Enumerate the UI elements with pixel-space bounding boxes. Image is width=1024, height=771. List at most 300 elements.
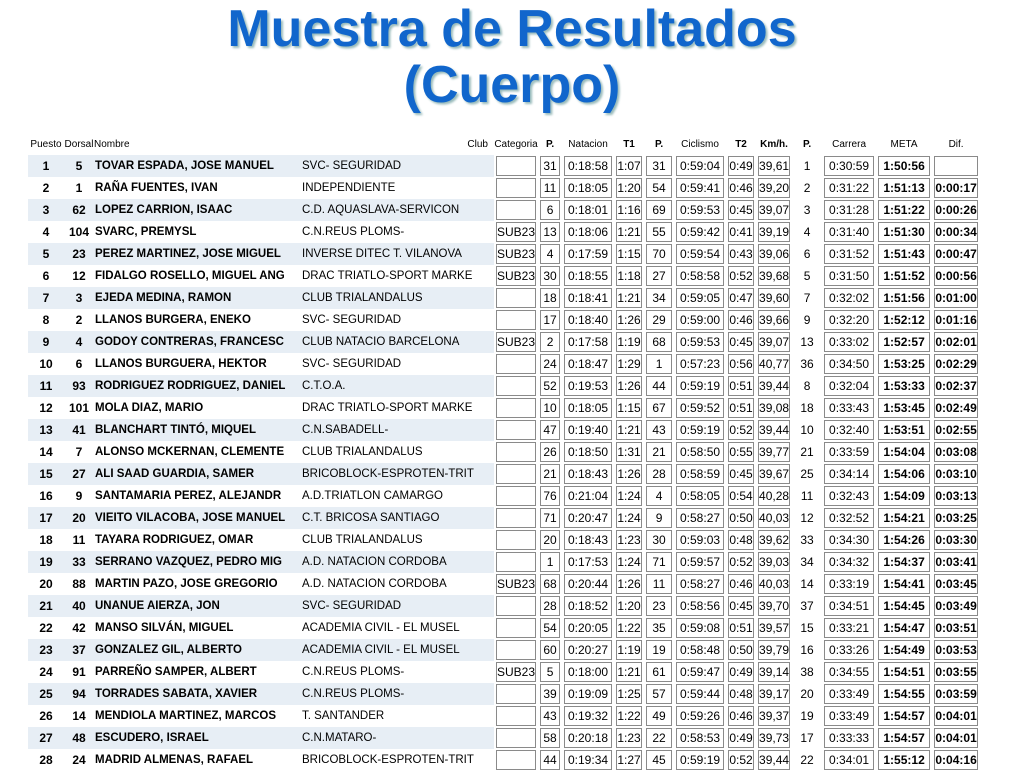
cell-nat [562, 155, 614, 177]
table-row [28, 639, 980, 661]
cell-t1 [614, 639, 644, 661]
cell-nat-value: 0:18:58 [564, 156, 612, 176]
cell-t1 [614, 243, 644, 265]
cell-t1-value: 1:26 [616, 310, 642, 330]
cell-club: CLUB TRIALANDALUS [302, 534, 423, 546]
cell-meta-value: 1:51:13 [878, 178, 930, 198]
cell-meta [876, 287, 932, 309]
cell-puesto-value: 8 [42, 313, 50, 327]
cell-club: SVC- SEGURIDAD [302, 358, 402, 370]
cell-club: T. SANTANDER [302, 710, 385, 722]
cell-kmh [756, 375, 792, 397]
cell-kmh-value: 39,79 [758, 640, 790, 660]
cell-p1-value: 20 [540, 530, 560, 550]
cell-t1-value: 1:15 [616, 244, 642, 264]
cell-dorsal-value: 7 [75, 445, 83, 459]
cell-dif-value [934, 156, 978, 176]
cell-dif [932, 287, 980, 309]
cell-p2-value: 23 [646, 596, 672, 616]
cell-p3 [792, 639, 822, 661]
cell-club: INDEPENDIENTE [302, 182, 396, 194]
cell-cic-value: 0:59:53 [676, 200, 724, 220]
table-row [28, 199, 980, 221]
cell-kmh-value: 39,60 [758, 288, 790, 308]
table-row [28, 507, 980, 529]
cell-puesto-value: 5 [42, 247, 50, 261]
cell-car [822, 331, 876, 353]
cell-meta [876, 243, 932, 265]
cell-t2-value: 0:55 [728, 442, 754, 462]
cell-puesto [28, 265, 64, 287]
cell-kmh-value: 39,62 [758, 530, 790, 550]
cell-cat-value [496, 442, 536, 462]
cell-kmh-value: 39,17 [758, 684, 790, 704]
cell-p1-value: 2 [540, 332, 560, 352]
cell-t2 [726, 705, 756, 727]
cell-cat-value [496, 530, 536, 550]
cell-dif [932, 639, 980, 661]
cell-p2-value: 27 [646, 266, 672, 286]
cell-meta-value: 1:51:52 [878, 266, 930, 286]
cell-kmh [756, 155, 792, 177]
table-row [28, 353, 980, 375]
cell-kmh-value: 39,37 [758, 706, 790, 726]
cell-p3-value: 21 [800, 445, 814, 459]
cell-car [822, 485, 876, 507]
cell-nat-value: 0:19:40 [564, 420, 612, 440]
cell-puesto-value: 2 [42, 181, 50, 195]
cell-meta-value: 1:54:47 [878, 618, 930, 638]
cell-car [822, 177, 876, 199]
cell-p3-value: 33 [800, 533, 814, 547]
cell-kmh-value: 39,06 [758, 244, 790, 264]
cell-dorsal-value: 62 [72, 203, 86, 217]
cell-puesto [28, 485, 64, 507]
cell-dorsal [64, 221, 94, 243]
cell-cat [494, 221, 538, 243]
cell-nat-value: 0:18:47 [564, 354, 612, 374]
cell-nat [562, 595, 614, 617]
cell-p1 [538, 485, 562, 507]
cell-t2 [726, 727, 756, 749]
cell-car-value: 0:34:51 [824, 596, 874, 616]
cell-p2 [644, 353, 674, 375]
cell-puesto-value: 17 [39, 511, 53, 525]
cell-t2 [726, 375, 756, 397]
cell-dorsal-value: 41 [72, 423, 86, 437]
cell-p3 [792, 375, 822, 397]
cell-dif [932, 683, 980, 705]
cell-meta [876, 331, 932, 353]
cell-kmh [756, 595, 792, 617]
cell-nat-value: 0:18:40 [564, 310, 612, 330]
cell-p1-value: 1 [540, 552, 560, 572]
results-table [28, 133, 980, 771]
cell-cic [674, 199, 726, 221]
cell-dorsal [64, 661, 94, 683]
cell-dorsal-value: 24 [72, 753, 86, 767]
cell-car-value: 0:33:33 [824, 728, 874, 748]
cell-cat [494, 617, 538, 639]
cell-p1 [538, 639, 562, 661]
cell-kmh-value: 39,61 [758, 156, 790, 176]
cell-dorsal [64, 243, 94, 265]
cell-cic-value: 0:58:05 [676, 486, 724, 506]
cell-p3 [792, 309, 822, 331]
col-p1-header: P. [545, 138, 555, 150]
cell-puesto [28, 155, 64, 177]
cell-cic-value: 0:59:53 [676, 332, 724, 352]
cell-nat-value: 0:18:55 [564, 266, 612, 286]
cell-dorsal-value: 94 [72, 687, 86, 701]
cell-p3-value: 19 [800, 709, 814, 723]
cell-kmh [756, 661, 792, 683]
cell-p2-value: 11 [646, 574, 672, 594]
cell-p2-value: 43 [646, 420, 672, 440]
cell-meta-value: 1:54:49 [878, 640, 930, 660]
cell-nombre: TOVAR ESPADA, JOSE MANUEL [94, 155, 300, 177]
cell-t2 [726, 155, 756, 177]
cell-nombre: GODOY CONTRERAS, FRANCESC [94, 331, 300, 353]
cell-t2 [726, 573, 756, 595]
cell-car-value: 0:31:22 [824, 178, 874, 198]
cell-car [822, 199, 876, 221]
col-dorsal-header: Dorsal [64, 138, 94, 150]
cell-puesto-value: 7 [42, 291, 50, 305]
cell-nat-value: 0:20:47 [564, 508, 612, 528]
table-row [28, 485, 980, 507]
cell-puesto [28, 375, 64, 397]
cell-meta [876, 507, 932, 529]
cell-nombre: ALONSO MCKERNAN, CLEMENTE [95, 446, 285, 458]
col-ciclismo-header: Ciclismo [681, 138, 719, 150]
cell-puesto-value: 19 [39, 555, 53, 569]
cell-p2-value: 55 [646, 222, 672, 242]
cell-meta [876, 639, 932, 661]
col-club-header: Club [467, 138, 488, 150]
cell-p2-value: 69 [646, 200, 672, 220]
col-kmh-header: Km/h. [760, 138, 788, 150]
cell-kmh-value: 39,68 [758, 266, 790, 286]
cell-meta [876, 573, 932, 595]
cell-car-value: 0:33:49 [824, 706, 874, 726]
cell-p1 [538, 551, 562, 573]
cell-dorsal [64, 551, 94, 573]
cell-p3 [792, 353, 822, 375]
cell-cic [674, 221, 726, 243]
cell-meta [876, 419, 932, 441]
cell-nombre: TAYARA RODRIGUEZ, OMAR [95, 534, 254, 546]
table-row [28, 177, 980, 199]
cell-meta [876, 221, 932, 243]
cell-cic-value: 0:58:59 [676, 464, 724, 484]
cell-nat-value: 0:18:06 [564, 222, 612, 242]
cell-car-value: 0:32:52 [824, 508, 874, 528]
cell-meta [876, 155, 932, 177]
cell-p1-value: 58 [540, 728, 560, 748]
cell-p3-value: 18 [800, 401, 814, 415]
cell-dif [932, 551, 980, 573]
cell-puesto [28, 353, 64, 375]
cell-cic [674, 705, 726, 727]
cell-dif-value: 0:04:16 [934, 750, 978, 770]
cell-t2-value: 0:52 [728, 750, 754, 770]
cell-car-value: 0:33:49 [824, 684, 874, 704]
table-row [28, 661, 980, 683]
cell-cic [674, 639, 726, 661]
cell-p2-value: 49 [646, 706, 672, 726]
cell-car [822, 551, 876, 573]
cell-cic [674, 551, 726, 573]
cell-dorsal-value: 4 [75, 335, 83, 349]
cell-car-value: 0:31:40 [824, 222, 874, 242]
cell-p1 [538, 727, 562, 749]
cell-cic-value: 0:59:57 [676, 552, 724, 572]
cell-cat-value [496, 376, 536, 396]
cell-p3 [792, 463, 822, 485]
cell-t2-value: 0:43 [728, 244, 754, 264]
cell-nombre: FIDALGO ROSELLO, MIGUEL ANG [95, 270, 285, 282]
col-meta-header: META [890, 138, 918, 150]
cell-p2 [644, 683, 674, 705]
cell-dif-value: 0:02:55 [934, 420, 978, 440]
cell-p2 [644, 507, 674, 529]
cell-nombre: SVARC, PREMYSL [95, 226, 197, 238]
cell-dorsal [64, 287, 94, 309]
cell-p3-value: 5 [803, 269, 811, 283]
cell-p2 [644, 309, 674, 331]
cell-cic-value: 0:59:19 [676, 420, 724, 440]
cell-p1 [538, 507, 562, 529]
cell-cic-value: 0:59:42 [676, 222, 724, 242]
cell-cic-value: 0:59:04 [676, 156, 724, 176]
cell-p2-value: 45 [646, 750, 672, 770]
col-t1-header: T1 [623, 138, 635, 150]
cell-car [822, 441, 876, 463]
cell-nat-value: 0:19:32 [564, 706, 612, 726]
cell-p3 [792, 221, 822, 243]
cell-kmh [756, 397, 792, 419]
cell-p3-value: 15 [800, 621, 814, 635]
cell-p1-value: 18 [540, 288, 560, 308]
cell-cat-value: SUB23 [496, 244, 536, 264]
cell-dif-value: 0:04:01 [934, 706, 978, 726]
cell-cic-value: 0:59:41 [676, 178, 724, 198]
cell-t2 [726, 221, 756, 243]
cell-p2-value: 67 [646, 398, 672, 418]
cell-puesto [28, 221, 64, 243]
cell-cat-value [496, 596, 536, 616]
table-row [28, 155, 980, 177]
cell-p1 [538, 287, 562, 309]
cell-car [822, 529, 876, 551]
cell-dorsal-value: 42 [72, 621, 86, 635]
cell-club: C.D. AQUASLAVA-SERVICON [300, 199, 494, 221]
cell-meta-value: 1:54:55 [878, 684, 930, 704]
cell-cat [494, 573, 538, 595]
cell-cat-value [496, 156, 536, 176]
cell-p1-value: 39 [540, 684, 560, 704]
cell-cat-value [496, 684, 536, 704]
cell-p3-value: 14 [800, 577, 814, 591]
cell-dif-value: 0:02:29 [934, 354, 978, 374]
cell-p2 [644, 463, 674, 485]
cell-meta-value: 1:51:30 [878, 222, 930, 242]
cell-puesto-value: 15 [39, 467, 53, 481]
cell-nat-value: 0:18:43 [564, 530, 612, 550]
cell-t1-value: 1:27 [616, 750, 642, 770]
col-categoria-header: Categoria [494, 138, 538, 150]
cell-dorsal-value: 91 [72, 665, 86, 679]
cell-car [822, 419, 876, 441]
cell-dorsal-value: 101 [68, 401, 90, 415]
cell-kmh-value: 39,03 [758, 552, 790, 572]
cell-cic [674, 683, 726, 705]
cell-p2 [644, 375, 674, 397]
table-row [28, 705, 980, 727]
cell-cat-value [496, 420, 536, 440]
cell-club: CLUB TRIALANDALUS [300, 287, 494, 309]
cell-nat [562, 331, 614, 353]
cell-meta [876, 551, 932, 573]
cell-t1-value: 1:23 [616, 530, 642, 550]
cell-p3-value: 37 [800, 599, 814, 613]
cell-p1 [538, 221, 562, 243]
cell-dif [932, 397, 980, 419]
cell-dorsal [64, 727, 94, 749]
cell-club: A.D. NATACION CORDOBA [302, 578, 447, 590]
cell-kmh [756, 177, 792, 199]
cell-p2-value: 30 [646, 530, 672, 550]
cell-meta-value: 1:54:09 [878, 486, 930, 506]
cell-nat [562, 441, 614, 463]
cell-meta-value: 1:54:06 [878, 464, 930, 484]
cell-p2 [644, 595, 674, 617]
cell-club: A.D.TRIATLON CAMARGO [302, 490, 443, 502]
cell-cat [494, 705, 538, 727]
cell-cic-value: 0:58:27 [676, 574, 724, 594]
cell-dif [932, 705, 980, 727]
title-line-2: (Cuerpo) [403, 56, 621, 114]
cell-t1 [614, 199, 644, 221]
cell-car-value: 0:32:02 [824, 288, 874, 308]
table-row [28, 265, 980, 287]
cell-cat-value [496, 310, 536, 330]
cell-nat-value: 0:19:34 [564, 750, 612, 770]
cell-car-value: 0:33:02 [824, 332, 874, 352]
cell-p1-value: 44 [540, 750, 560, 770]
cell-cat-value: SUB23 [496, 266, 536, 286]
cell-kmh-value: 39,14 [758, 662, 790, 682]
cell-t1 [614, 397, 644, 419]
cell-dif [932, 331, 980, 353]
cell-p1 [538, 155, 562, 177]
cell-kmh [756, 507, 792, 529]
cell-meta [876, 683, 932, 705]
cell-dorsal [64, 595, 94, 617]
cell-t1-value: 1:19 [616, 640, 642, 660]
cell-cat-value [496, 618, 536, 638]
cell-dorsal [64, 507, 94, 529]
cell-dif-value: 0:03:49 [934, 596, 978, 616]
cell-car [822, 595, 876, 617]
cell-nat [562, 287, 614, 309]
cell-dif-value: 0:03:59 [934, 684, 978, 704]
cell-t1 [614, 419, 644, 441]
cell-kmh-value: 39,19 [758, 222, 790, 242]
cell-nat-value: 0:18:01 [564, 200, 612, 220]
cell-t2 [726, 485, 756, 507]
cell-dorsal-value: 93 [72, 379, 86, 393]
cell-kmh-value: 40,28 [758, 486, 790, 506]
cell-p1 [538, 331, 562, 353]
cell-p2 [644, 573, 674, 595]
cell-p3-value: 7 [803, 291, 811, 305]
cell-club: SVC- SEGURIDAD [300, 595, 494, 617]
cell-p3 [792, 155, 822, 177]
cell-cic [674, 177, 726, 199]
cell-puesto [28, 177, 64, 199]
col-t2-header: T2 [735, 138, 747, 150]
cell-dorsal-value: 88 [72, 577, 86, 591]
cell-puesto [28, 595, 64, 617]
cell-meta [876, 397, 932, 419]
cell-t1 [614, 595, 644, 617]
cell-meta-value: 1:53:33 [878, 376, 930, 396]
cell-p2 [644, 551, 674, 573]
cell-p1-value: 6 [540, 200, 560, 220]
cell-t1-value: 1:22 [616, 706, 642, 726]
cell-car-value: 0:34:14 [824, 464, 874, 484]
cell-kmh [756, 287, 792, 309]
cell-dif [932, 309, 980, 331]
cell-nat [562, 683, 614, 705]
cell-meta [876, 353, 932, 375]
cell-t2-value: 0:49 [728, 662, 754, 682]
cell-puesto [28, 727, 64, 749]
cell-t2-value: 0:50 [728, 640, 754, 660]
table-row [28, 419, 980, 441]
cell-p3-value: 8 [803, 379, 811, 393]
cell-puesto [28, 551, 64, 573]
cell-dorsal [64, 353, 94, 375]
cell-p2-value: 4 [646, 486, 672, 506]
cell-cat-value [496, 750, 536, 770]
cell-club: C.N.REUS PLOMS- [302, 226, 405, 238]
cell-club: SVC- SEGURIDAD [302, 314, 402, 326]
cell-dorsal [64, 375, 94, 397]
cell-nat-value: 0:17:58 [564, 332, 612, 352]
cell-kmh [756, 683, 792, 705]
cell-kmh [756, 573, 792, 595]
cell-meta-value: 1:54:41 [878, 574, 930, 594]
cell-dorsal-value: 6 [75, 357, 83, 371]
cell-cat-value [496, 640, 536, 660]
cell-nat [562, 419, 614, 441]
table-row [28, 375, 980, 397]
cell-puesto-value: 28 [39, 753, 53, 767]
cell-p2 [644, 221, 674, 243]
cell-t1-value: 1:31 [616, 442, 642, 462]
col-dif-header: Dif. [948, 138, 964, 150]
cell-kmh-value: 40,03 [758, 508, 790, 528]
col-carrera-header: Carrera [832, 138, 867, 150]
cell-nat [562, 375, 614, 397]
cell-p2 [644, 441, 674, 463]
cell-dorsal-value: 37 [72, 643, 86, 657]
cell-kmh-value: 39,07 [758, 200, 790, 220]
cell-t2-value: 0:49 [728, 156, 754, 176]
